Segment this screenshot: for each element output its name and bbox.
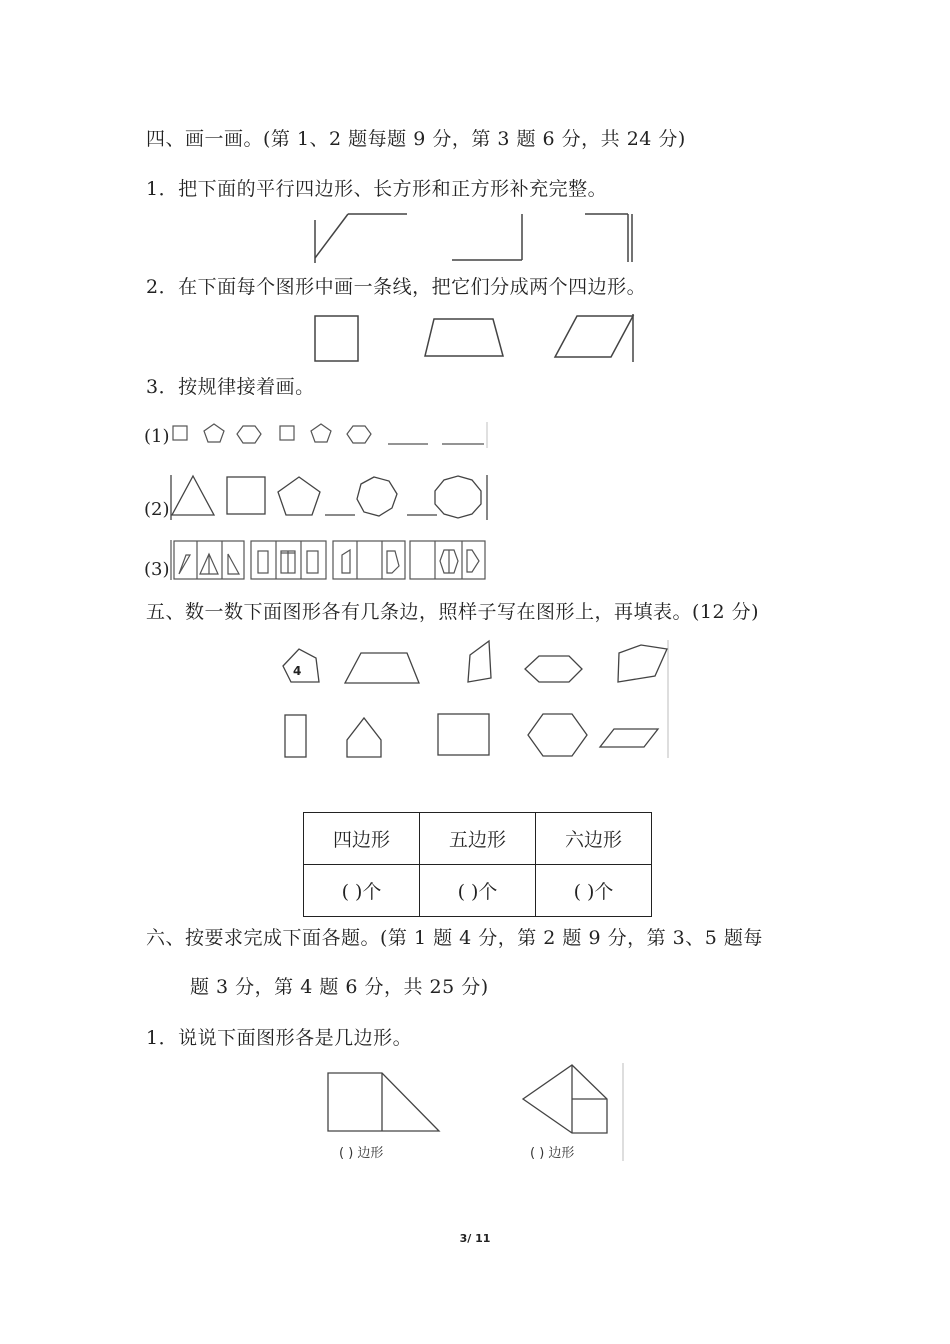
caption-left: ( ) 边形 — [339, 1146, 384, 1161]
side-count-table — [303, 812, 652, 917]
page-number: 3/ 11 — [459, 1232, 491, 1245]
split-shapes-figure — [310, 312, 640, 364]
pattern-label-2: (2) — [144, 499, 170, 520]
table-header-hexagon: 六边形 — [536, 813, 652, 865]
section6-title-line2: 题 3 分，第 4 题 6 分，共 25 分) — [190, 976, 489, 998]
pattern-row-2 — [170, 470, 490, 522]
caption-right: ( ) 边形 — [530, 1146, 575, 1161]
table-header-pentagon: 五边形 — [420, 813, 536, 865]
section4-question-2: 2．在下面每个图形中画一条线，把它们分成两个四边形。 — [146, 276, 647, 298]
section6-question-1: 1．说说下面图形各是几边形。 — [146, 1027, 413, 1049]
polygon-type-figure — [325, 1063, 625, 1163]
example-side-count: 4 — [293, 664, 302, 678]
section4-question-1: 1．把下面的平行四边形、长方形和正方形补充完整。 — [146, 178, 608, 200]
quadrilateral-count-blank[interactable]: ( )个 — [304, 865, 420, 917]
pattern-row-1 — [170, 420, 490, 450]
pentagon-count-blank[interactable]: ( )个 — [420, 865, 536, 917]
section6-title-line1: 六、按要求完成下面各题。(第 1 题 4 分，第 2 题 9 分，第 3、5 题每 — [146, 927, 763, 949]
hexagon-count-blank[interactable]: ( )个 — [536, 865, 652, 917]
section5-title: 五、数一数下面图形各有几条边，照样子写在图形上，再填表。(12 分) — [146, 601, 760, 623]
count-sides-figure — [280, 640, 672, 760]
table-header-quadrilateral: 四边形 — [304, 813, 420, 865]
section4-question-3: 3．按规律接着画。 — [146, 376, 315, 398]
pattern-label-1: (1) — [144, 426, 170, 447]
section4-title: 四、画一画。(第 1、2 题每题 9 分，第 3 题 6 分，共 24 分) — [146, 128, 686, 150]
incomplete-shapes-figure — [310, 210, 640, 266]
pattern-label-3: (3) — [144, 559, 170, 580]
pattern-row-3 — [170, 536, 490, 584]
